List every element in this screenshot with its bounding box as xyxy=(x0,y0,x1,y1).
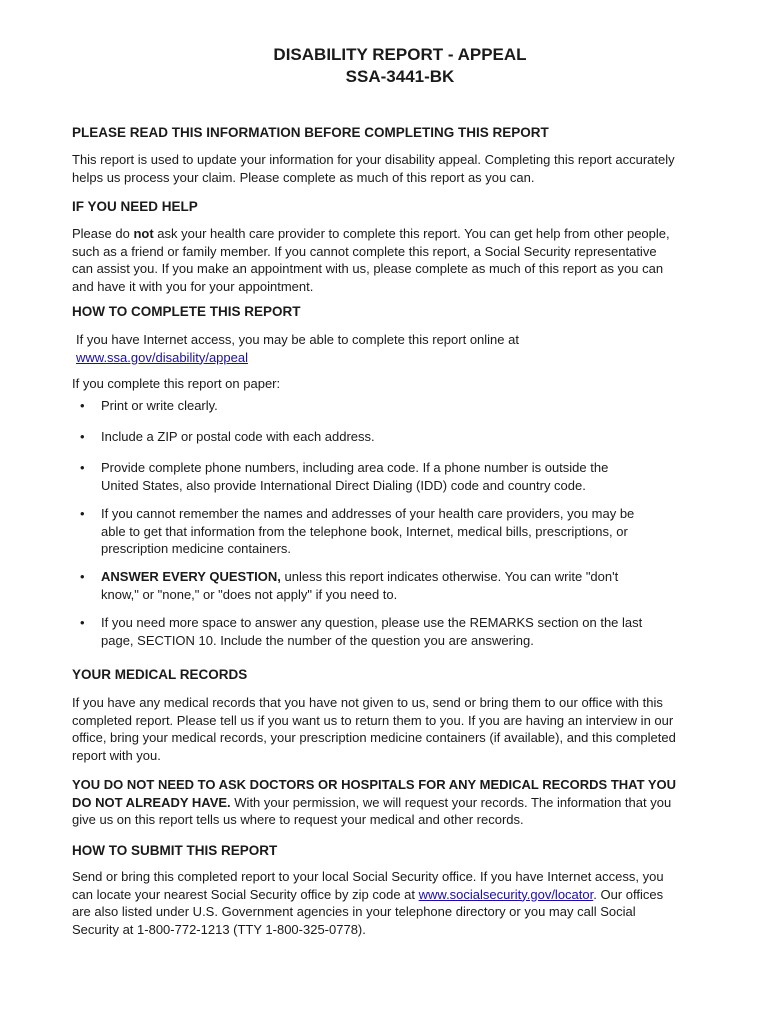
text: can assist you. If you make an appointment with us, please complete as much of this report as you can xyxy=(72,261,664,276)
list-item xyxy=(101,397,218,415)
text: If you complete this report on paper: xyxy=(72,376,281,391)
text-line xyxy=(72,225,670,243)
text-line xyxy=(72,712,676,730)
heading-how-to-complete: HOW TO COMPLETE THIS REPORT xyxy=(72,304,301,319)
bold-text: ANSWER EVERY QUESTION, xyxy=(101,569,281,584)
text-line xyxy=(72,243,670,261)
text-line xyxy=(72,868,664,886)
text: Security at 1-800-772-1213 (TTY 1-800-325-0778). xyxy=(72,921,366,937)
text: If you have any medical records that you have not given to us, send or bring them to our office with this xyxy=(72,695,663,710)
paragraph-medical-records xyxy=(72,694,676,764)
list-item xyxy=(101,428,375,446)
link[interactable]: www.socialsecurity.gov/locator xyxy=(418,886,594,902)
text: United States, also provide International Direct Dialing (IDD) code and country code. xyxy=(101,477,586,493)
heading-submit: HOW TO SUBMIT THIS REPORT xyxy=(72,843,278,858)
bold-text: YOU DO NOT NEED TO ASK DOCTORS OR HOSPITALS FOR ANY MEDICAL RECORDS THAT YOU xyxy=(72,777,677,792)
text-line xyxy=(101,477,608,495)
text-line xyxy=(72,694,676,712)
text-line xyxy=(72,747,676,765)
text-line xyxy=(76,331,519,349)
text-line xyxy=(101,397,218,415)
text-line xyxy=(72,886,664,904)
text: helps us process your claim. Please complete as much of this report as you can. xyxy=(72,169,535,185)
text-line xyxy=(101,523,634,541)
text-line xyxy=(101,459,608,477)
text-line xyxy=(101,632,642,650)
text: ask your health care provider to complete this report. You can get help from other people, xyxy=(153,226,670,241)
text-line xyxy=(72,903,664,921)
text: able to get that information from the telephone book, Internet, medical bills, prescriptions, or xyxy=(101,523,628,539)
text: With your permission, we will request your records. The information that you xyxy=(230,794,672,810)
text: Include a ZIP or postal code with each address. xyxy=(101,429,375,444)
text-line xyxy=(101,614,642,632)
paragraph-records-notice xyxy=(72,776,676,829)
text-line xyxy=(72,811,676,829)
bullet-icon: • xyxy=(80,506,85,521)
text: Print or write clearly. xyxy=(101,398,218,413)
text-line xyxy=(72,729,676,747)
text: give us on this report tells us where to request your medical and other records. xyxy=(72,812,524,827)
text-line xyxy=(72,794,676,812)
text: Provide complete phone numbers, including area code. If a phone number is outside the xyxy=(101,460,609,475)
text: page, SECTION 10. Include the number of the question you are answering. xyxy=(101,632,534,648)
paragraph-intro xyxy=(72,151,675,186)
text: Please do xyxy=(72,226,134,241)
list-item xyxy=(101,614,642,649)
text: office, bring your medical records, your prescription medicine containers (if available), and this completed xyxy=(72,730,676,745)
text: completed report. Please tell us if you want us to return them to you. If you are having an interview in our xyxy=(72,712,674,728)
text-line xyxy=(101,540,634,558)
list-item xyxy=(101,459,608,494)
text: know," or "none," or "does not apply" if you need to. xyxy=(101,586,398,602)
bullet-icon: • xyxy=(80,460,85,475)
paragraph-online xyxy=(76,331,519,366)
text-line xyxy=(101,505,634,523)
text: This report is used to update your information for your disability appeal. Completing this report accurately xyxy=(72,152,675,167)
text-line xyxy=(101,586,618,604)
document-title: DISABILITY REPORT - APPEAL xyxy=(273,45,527,64)
text-line xyxy=(72,375,280,393)
text: . Our offices xyxy=(593,886,664,902)
text-line xyxy=(76,349,519,367)
text-line xyxy=(72,151,675,169)
text: If you have Internet access, you may be able to complete this report online at xyxy=(76,332,519,347)
heading-need-help: IF YOU NEED HELP xyxy=(72,199,198,214)
bullet-icon: • xyxy=(80,615,85,630)
text-line xyxy=(101,428,375,446)
paragraph-help xyxy=(72,225,670,295)
text: Send or bring this completed report to your local Social Security office. If you have Internet access, you xyxy=(72,869,664,884)
list-item xyxy=(101,505,634,558)
link[interactable]: www.ssa.gov/disability/appeal xyxy=(76,349,248,365)
text: can locate your nearest Social Security office by zip code at xyxy=(72,886,419,902)
paragraph-paper xyxy=(72,375,280,393)
bullet-icon: • xyxy=(80,398,85,413)
text: report with you. xyxy=(72,747,161,763)
text-line xyxy=(72,776,676,794)
bullet-icon: • xyxy=(80,429,85,444)
heading-read-first: PLEASE READ THIS INFORMATION BEFORE COMPLETING THIS REPORT xyxy=(72,125,549,140)
text-line xyxy=(101,568,618,586)
bullet-icon: • xyxy=(80,569,85,584)
text: are also listed under U.S. Government agencies in your telephone directory or you may call Social xyxy=(72,904,636,919)
text-line xyxy=(72,169,675,187)
form-number: SSA-3441-BK xyxy=(345,67,455,86)
list-item xyxy=(101,568,618,603)
text-line xyxy=(72,921,664,939)
text: and have it with you for your appointment. xyxy=(72,278,314,294)
paragraph-submit xyxy=(72,868,664,938)
text-line xyxy=(72,260,670,278)
text: If you need more space to answer any question, please use the REMARKS section on the last xyxy=(101,615,643,630)
text: such as a friend or family member. If you cannot complete this report, a Social Security representative xyxy=(72,243,657,259)
text: prescription medicine containers. xyxy=(101,541,292,556)
bold-text: DO NOT ALREADY HAVE. xyxy=(72,794,231,810)
text: If you cannot remember the names and addresses of your health care providers, you may be xyxy=(101,506,635,521)
text: unless this report indicates otherwise. You can write "don't xyxy=(280,569,619,584)
text-line xyxy=(72,278,670,296)
bold-text: not xyxy=(133,226,154,241)
heading-medical-records: YOUR MEDICAL RECORDS xyxy=(72,667,248,682)
